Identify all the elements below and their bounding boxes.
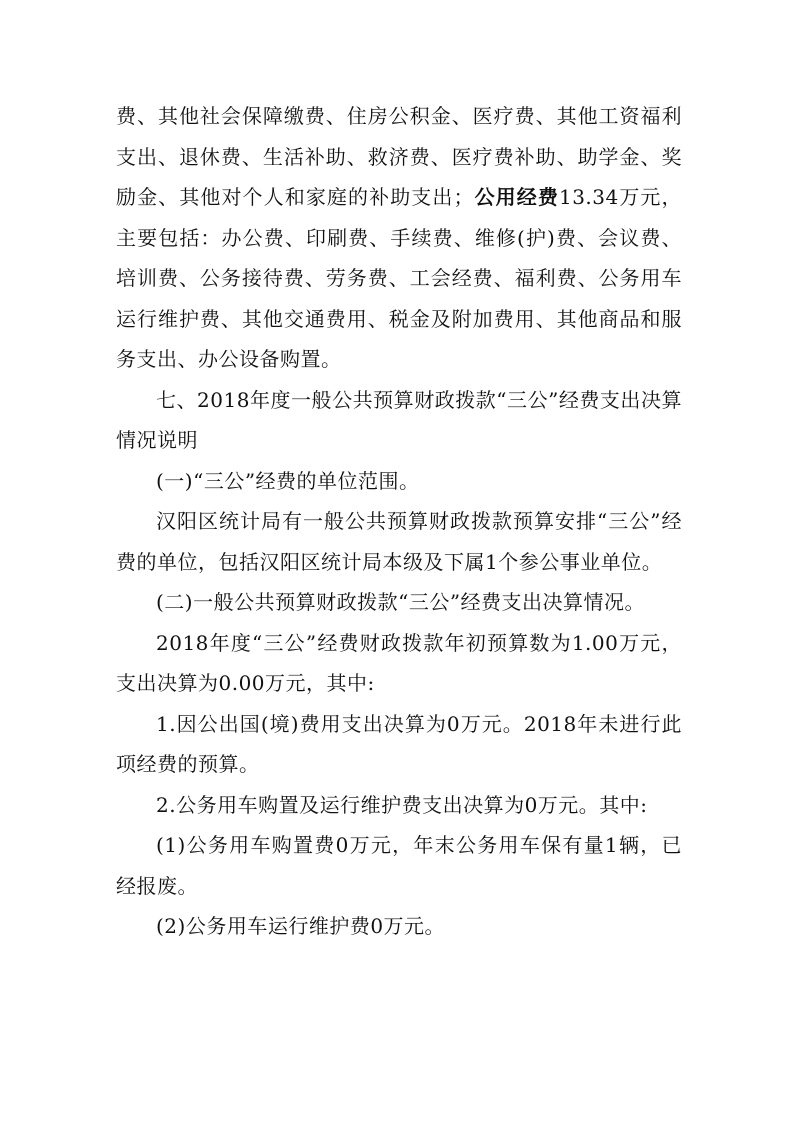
public-expenses-heading: 公用经费 <box>474 185 559 209</box>
section-seven-heading: 七、2018年度一般公共预算财政拨款“三公”经费支出决算情况说明 <box>116 387 682 452</box>
subsection-two-heading: (二)一般公共预算财政拨款“三公”经费支出决算情况。 <box>156 590 646 614</box>
vehicle-maintenance-paragraph: (2)公务用车运行维护费0万元。 <box>156 914 446 938</box>
public-expenses-detail: 13.34万元，主要包括：办公费、印刷费、手续费、维修(护)费、会议费、培训费、公务接待费、劳务费、工会经费、福利费、公务用车运行维护费、其他交通费用、税金及附加费用、其他商品和服务支出、办公设备购置。 <box>116 185 683 371</box>
vehicle-expenses-paragraph: 2.公务用车购置及运行维护费支出决算为0万元。其中: <box>156 792 648 817</box>
document-body <box>116 96 682 947</box>
paragraph-personnel-and-public-expenses <box>116 96 682 380</box>
subsection-one-heading: (一)“三公”经费的单位范围。 <box>156 468 420 493</box>
overseas-travel-paragraph: 1.因公出国(境)费用支出决算为0万元。2018年未进行此项经费的预算。 <box>116 711 682 776</box>
paragraph-lead-text: 费、其他社会保障缴费、住房公积金、医疗费、其他工资福利支出、退休费、生活补助、救济费、医疗费补助、助学金、奖励金、其他对个人和家庭的补助支出； <box>116 104 682 209</box>
budget-summary-paragraph: 2018年度“三公”经费财政拨款年初预算数为1.00万元，支出决算为0.00万元，其中: <box>116 630 682 695</box>
vehicle-purchase-paragraph: (1)公务用车购置费0万元，年末公务用车保有量1辆，已经报废。 <box>116 833 682 898</box>
unit-scope-paragraph: 汉阳区统计局有一般公共预算财政拨款预算安排“三公”经费的单位，包括汉阳区统计局本级及下属1个参公事业单位。 <box>116 509 682 574</box>
